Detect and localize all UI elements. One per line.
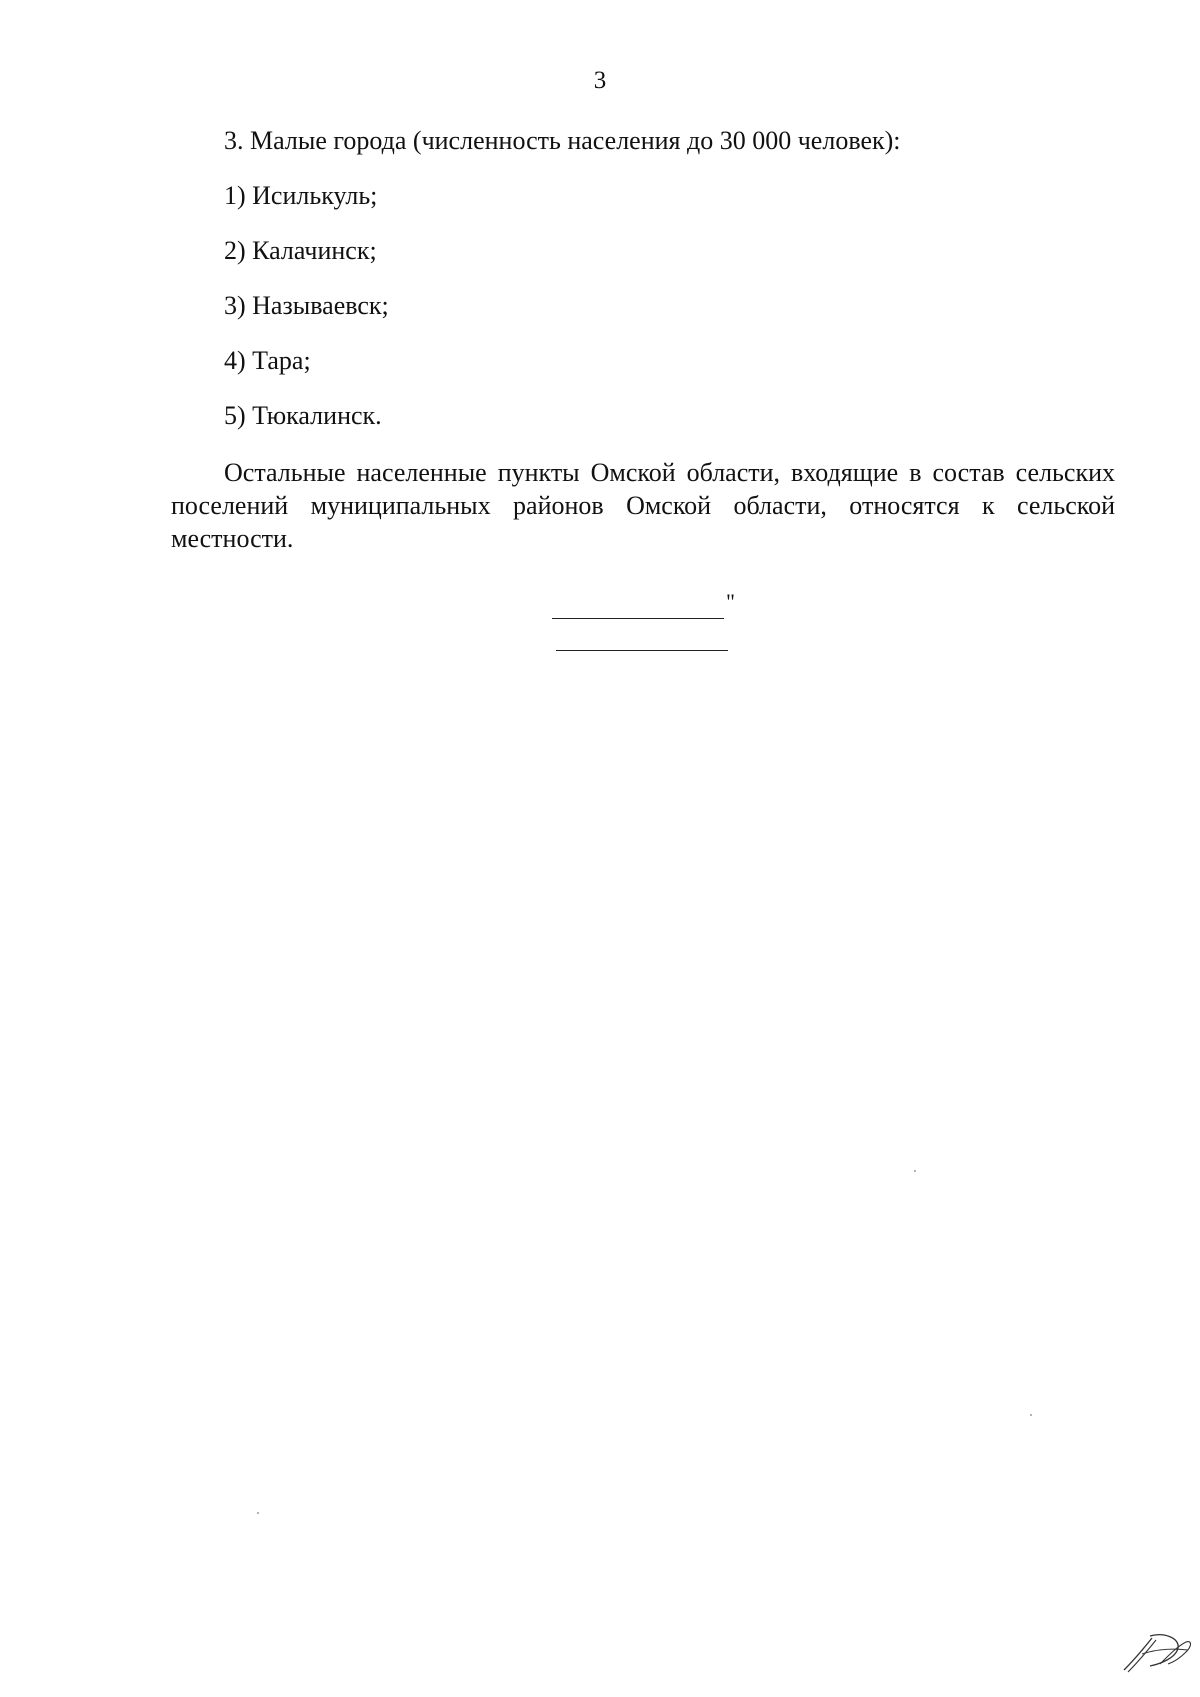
list-item: 4) Тара; xyxy=(224,346,311,375)
section-heading: 3. Малые города (численность населения до 30 000 человек): xyxy=(224,126,901,155)
end-rule xyxy=(556,650,728,651)
town-list xyxy=(224,180,389,455)
end-rule xyxy=(552,618,724,619)
page-number: 3 xyxy=(593,67,607,94)
scan-speck xyxy=(1030,1414,1032,1416)
list-item: 5) Тюкалинск. xyxy=(224,401,382,430)
scan-speck xyxy=(914,1170,916,1172)
list-item: 2) Калачинск; xyxy=(224,236,377,265)
list-item: 3) Называевск; xyxy=(224,291,389,320)
closing-quote-mark: " xyxy=(726,589,735,614)
handwritten-initials-mark xyxy=(1120,1630,1194,1674)
scan-speck xyxy=(257,1512,259,1514)
closing-paragraph: Остальные населенные пункты Омской области, входящие в состав сельских поселений муниципальных районов Омской области, относятся к сельской местности. xyxy=(171,458,1115,553)
list-item: 1) Исилькуль; xyxy=(224,181,378,210)
